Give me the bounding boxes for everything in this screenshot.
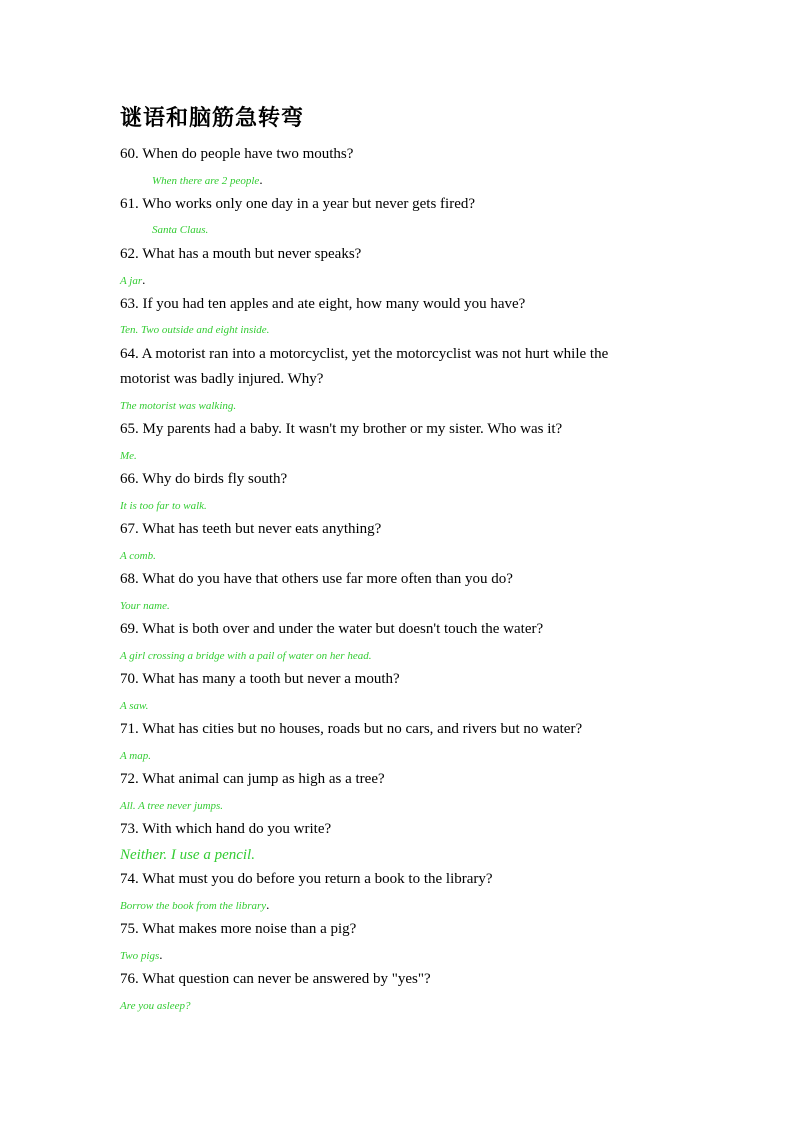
answer-61: Santa Claus. bbox=[152, 224, 209, 236]
answer-75 bbox=[120, 947, 162, 964]
answer-period: . bbox=[159, 947, 163, 962]
question-74: 74. What must you do before you return a book to the library? bbox=[120, 871, 493, 887]
answer-67: A comb. bbox=[120, 550, 156, 562]
answer-66: It is too far to walk. bbox=[120, 500, 207, 512]
answer-70: A saw. bbox=[120, 700, 149, 712]
question-67: 67. What has teeth but never eats anything? bbox=[120, 521, 382, 537]
question-70: 70. What has many a tooth but never a mouth? bbox=[120, 671, 400, 687]
question-63: 63. If you had ten apples and ate eight, how many would you have? bbox=[120, 296, 526, 312]
question-72: 72. What animal can jump as high as a tree? bbox=[120, 771, 385, 787]
answer-68: Your name. bbox=[120, 600, 170, 612]
question-61: 61. Who works only one day in a year but never gets fired? bbox=[120, 196, 476, 212]
answer-text: A jar bbox=[120, 275, 143, 287]
question-75: 75. What makes more noise than a pig? bbox=[120, 921, 357, 937]
question-64: 64. A motorist ran into a motorcyclist, yet the motorcyclist was not hurt while the motorist was badly injured. Why? bbox=[120, 346, 609, 387]
answer-73: Neither. I use a pencil. bbox=[120, 847, 255, 863]
answer-60 bbox=[152, 172, 263, 189]
question-69: 69. What is both over and under the water but doesn't touch the water? bbox=[120, 621, 544, 637]
answer-62 bbox=[120, 272, 145, 289]
answer-72: All. A tree never jumps. bbox=[120, 800, 224, 812]
answer-63: Ten. Two outside and eight inside. bbox=[120, 324, 270, 336]
page-title: 谜语和脑筋急转弯 bbox=[120, 105, 305, 131]
answer-period: . bbox=[259, 172, 263, 187]
answer-65: Me. bbox=[120, 450, 137, 462]
answer-71: A map. bbox=[120, 750, 151, 762]
question-76: 76. What question can never be answered by "yes"? bbox=[120, 971, 431, 987]
question-62: 62. What has a mouth but never speaks? bbox=[120, 246, 362, 262]
question-65: 65. My parents had a baby. It wasn't my brother or my sister. Who was it? bbox=[120, 421, 563, 437]
question-73: 73. With which hand do you write? bbox=[120, 821, 332, 837]
answer-76: Are you asleep? bbox=[120, 1000, 191, 1012]
answer-period: . bbox=[266, 897, 270, 912]
answer-period: . bbox=[142, 272, 146, 287]
answer-69: A girl crossing a bridge with a pail of water on her head. bbox=[120, 650, 372, 662]
answer-74 bbox=[120, 897, 269, 914]
answer-text: Borrow the book from the library bbox=[120, 900, 267, 912]
answer-64: The motorist was walking. bbox=[120, 400, 237, 412]
answer-text: Two pigs bbox=[120, 950, 160, 962]
question-71: 71. What has cities but no houses, roads but no cars, and rivers but no water? bbox=[120, 721, 583, 737]
question-66: 66. Why do birds fly south? bbox=[120, 471, 288, 487]
question-68: 68. What do you have that others use far more often than you do? bbox=[120, 571, 513, 587]
answer-text: When there are 2 people bbox=[152, 175, 260, 187]
question-60: 60. When do people have two mouths? bbox=[120, 146, 354, 162]
